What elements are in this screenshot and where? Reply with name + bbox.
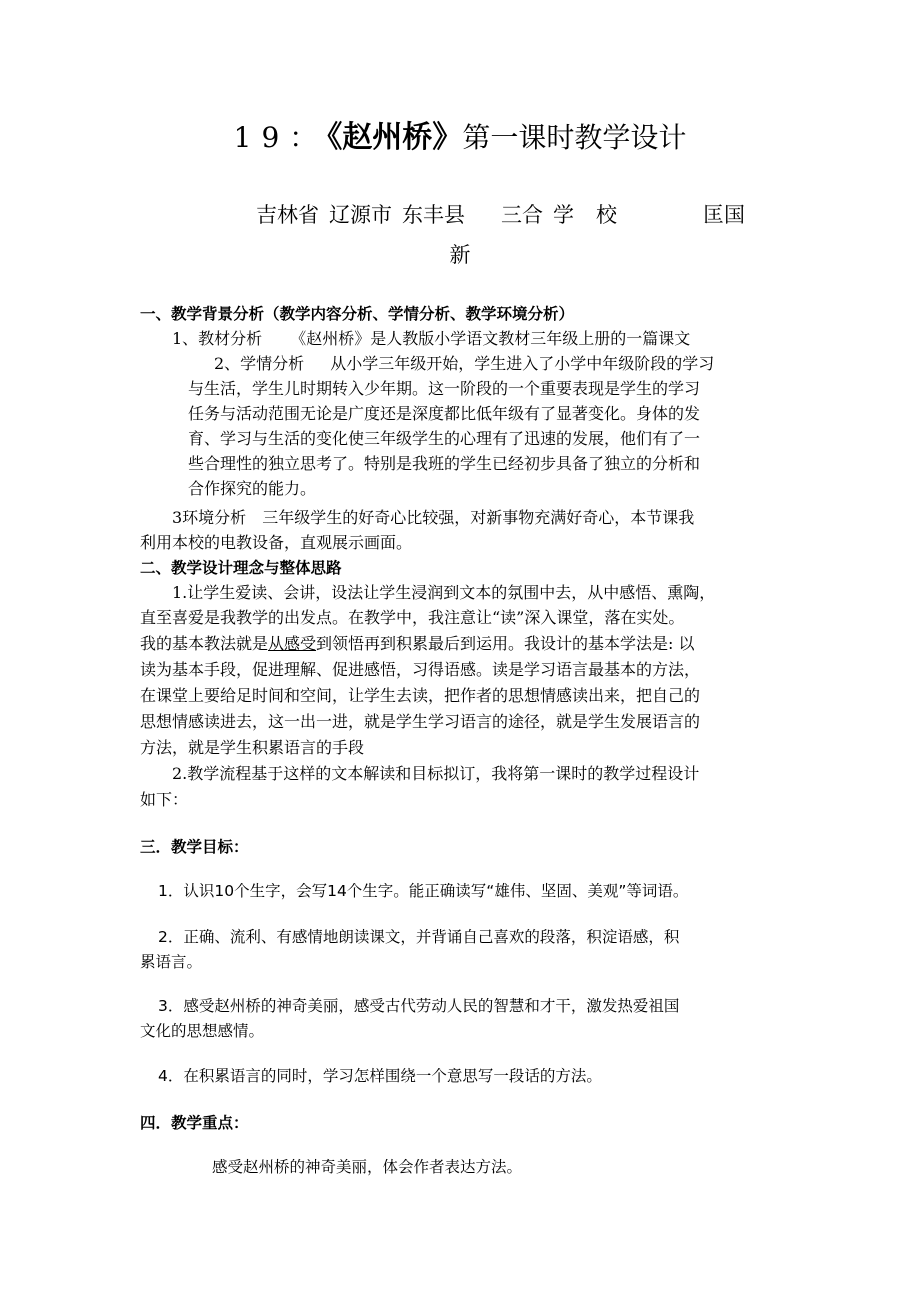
author-school-b: 学	[553, 203, 574, 227]
section2-p2-line1: 2.教学流程基于这样的文本解读和目标拟订，我将第一课时的教学过程设计	[172, 764, 700, 783]
author-line	[256, 193, 796, 237]
key-point-text: 感受赵州桥的神奇美丽，体会作者表达方法。	[212, 1158, 523, 1176]
item2-line: 些合理性的独立思考了。特别是我班的学生已经初步具备了独立的分析和	[188, 454, 701, 473]
item2-label: 2、学情分析	[214, 354, 305, 373]
section2-p1-line: 思想情感读进去，这一出一进，就是学生学习语言的途径，就是学生发展语言的	[140, 712, 701, 731]
p1-line3-underline: 从感受	[268, 634, 317, 653]
goal-2-line2: 累语言。	[140, 953, 203, 971]
p1-line3-pre: 我的基本教法就是	[140, 634, 269, 653]
title-number: 19：	[233, 121, 328, 154]
item2-line: 育、学习与生活的变化使三年级学生的心理有了迅速的发展，他们有了一	[188, 429, 701, 448]
section1-item3	[172, 506, 694, 530]
item3-line2: 利用本校的电教设备，直观展示画面。	[140, 533, 413, 552]
section2-p1-line: 方法，就是学生积累语言的手段	[140, 738, 365, 757]
goal-3-line2: 文化的思想感情。	[140, 1022, 265, 1040]
author-name-part2: 新	[449, 243, 471, 267]
item2-line: 与生活，学生儿时期转入少年期。这一阶段的一个重要表现是学生的学习	[188, 379, 701, 398]
item3-label: 3环境分析	[172, 508, 247, 527]
section1-heading: 一、教学背景分析（教学内容分析、学情分析、教学环境分析）	[140, 305, 575, 323]
item1-label: 1、教材分析	[172, 329, 263, 348]
section2-p1-line: 直至喜爱是我教学的出发点。在教学中，我注意让“读”深入课堂，落在实处。	[140, 608, 685, 627]
item1-text: 《赵州桥》是人教版小学语文教材三年级上册的一篇课文	[290, 329, 691, 348]
section2-p1-line	[140, 632, 695, 656]
item3-line1: 三年级学生的好奇心比较强，对新事物充满好奇心，本节课我	[262, 508, 695, 527]
item2-line: 任务与活动范围无论是广度还是深度都比低年级有了显著变化。身体的发	[188, 404, 701, 423]
author-county: 东丰县	[402, 203, 465, 227]
goal-3-line1: 3．感受赵州桥的神奇美丽，感受古代劳动人民的智慧和才干，激发热爱祖国	[158, 997, 680, 1015]
author-school-a: 三合	[501, 203, 543, 227]
section2-p1-line: 读为基本手段，促进理解、促进感悟，习得语感。读是学习语言最基本的方法，	[140, 660, 701, 679]
title-rest: 第一课时教学设计	[462, 121, 687, 154]
author-city: 辽源市	[329, 203, 392, 227]
document-title	[0, 118, 920, 158]
title-book: 《赵州桥》	[327, 120, 463, 155]
section2-p1-line: 在课堂上要给足时间和空间，让学生去读，把作者的思想情感读出来，把自己的	[140, 686, 701, 705]
section1-item2	[214, 352, 714, 376]
goal-2-line1: 2．正确、流利、有感情地朗读课文，并背诵自己喜欢的段落，积淀语感，积	[158, 928, 680, 946]
item2-line: 合作探究的能力。	[188, 479, 317, 498]
goal-1: 1．认识10个生字，会写14个生字。能正确读写“雄伟、坚固、美观”等词语。	[158, 882, 689, 900]
author-school-c: 校	[596, 203, 617, 227]
section1-item1	[172, 327, 690, 351]
item2-line1: 从小学三年级开始，学生进入了小学中年级阶段的学习	[330, 354, 715, 373]
section2-heading: 二、教学设计理念与整体思路	[140, 559, 342, 577]
author-name-part1: 匡国	[703, 203, 745, 227]
section4-heading: 四．教学重点：	[140, 1114, 249, 1132]
goal-4: 4．在积累语言的同时，学习怎样围绕一个意思写一段话的方法。	[158, 1067, 602, 1085]
section2-p1-line: 1.让学生爱读、会讲，设法让学生浸润到文本的氛围中去，从中感悟、熏陶，	[172, 583, 716, 602]
author-province: 吉林省	[256, 203, 319, 227]
section2-p2-line2: 如下：	[140, 790, 189, 809]
section3-heading: 三．教学目标：	[140, 838, 249, 856]
p1-line3-post: 到领悟再到积累最后到运用。我设计的基本学法是: 以	[316, 634, 695, 653]
